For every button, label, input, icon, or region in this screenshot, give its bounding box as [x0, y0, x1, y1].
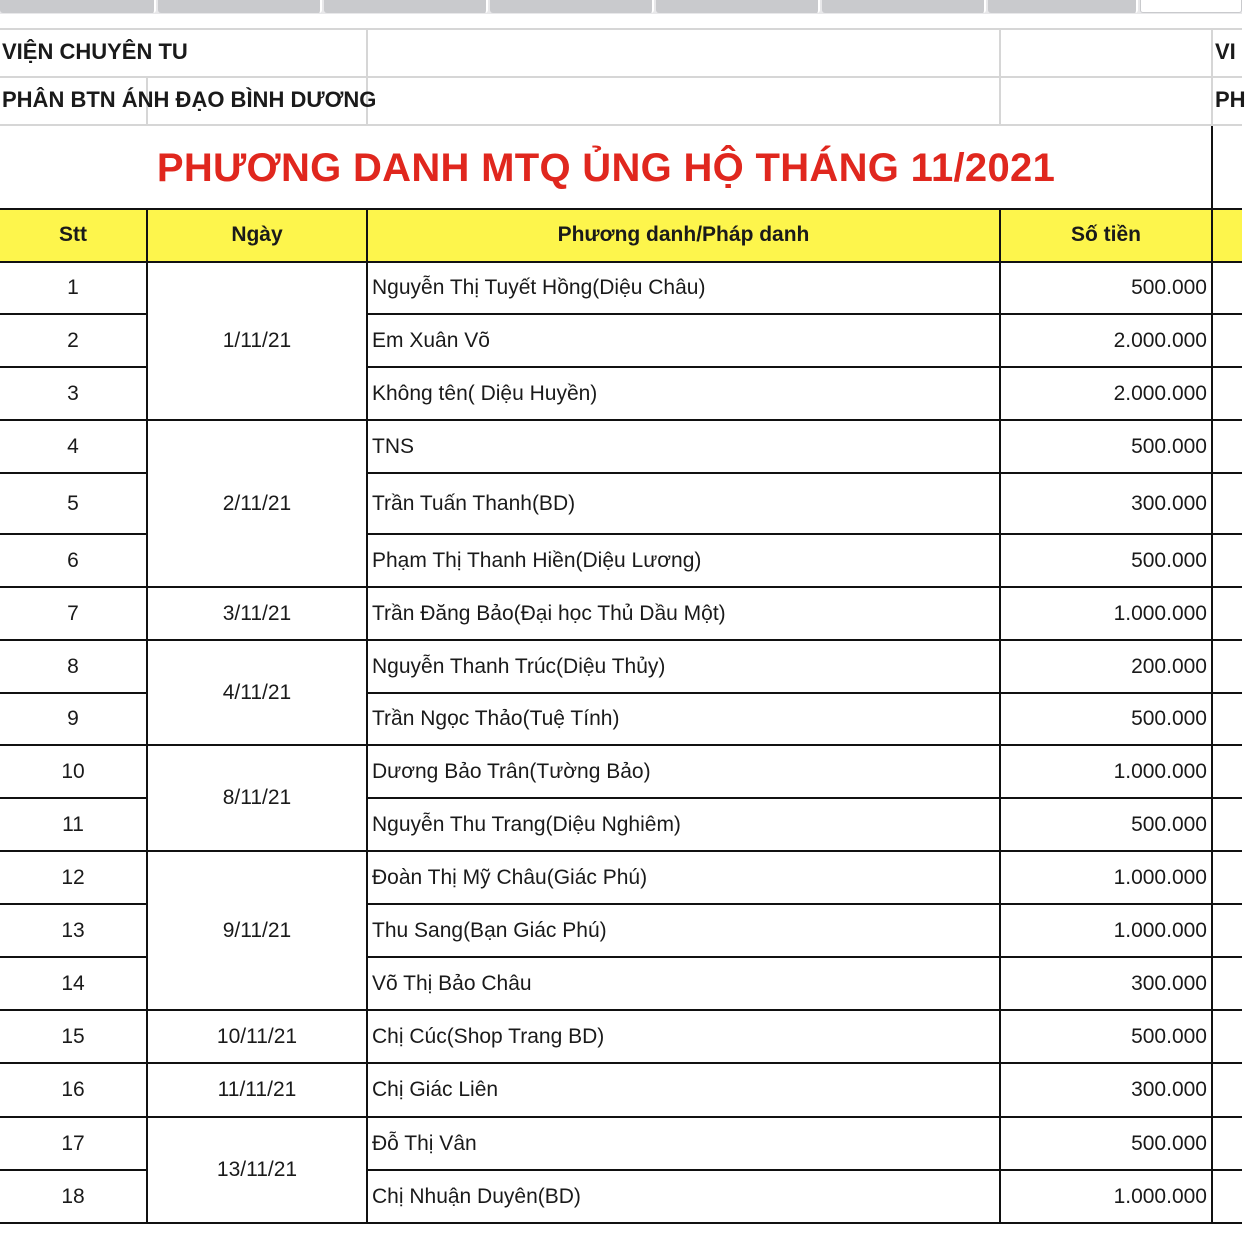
grid-line [999, 28, 1001, 126]
row-donor-name[interactable]: Võ Thị Bảo Châu [372, 971, 532, 995]
row-amount[interactable]: 300.000 [1131, 971, 1207, 995]
row-stt[interactable]: 18 [61, 1184, 85, 1208]
column-header-amount[interactable]: Số tiền [1001, 208, 1211, 262]
column-header-name[interactable]: Phương danh/Pháp danh [368, 208, 999, 262]
row-donor-name[interactable]: Dương Bảo Trân(Tường Bảo) [372, 759, 651, 783]
sheet-tab[interactable] [324, 0, 488, 13]
sheet-tab[interactable] [490, 0, 654, 13]
row-stt[interactable]: 15 [61, 1024, 85, 1048]
row-amount[interactable]: 500.000 [1131, 434, 1207, 458]
row-stt[interactable]: 1 [67, 276, 79, 299]
row-stt[interactable]: 14 [61, 971, 85, 995]
row-amount[interactable]: 500.000 [1131, 707, 1207, 730]
row-donor-name[interactable]: Đoàn Thị Mỹ Châu(Giác Phú) [372, 865, 648, 889]
row-stt[interactable]: 10 [61, 759, 85, 783]
sheet-tab-active[interactable] [1140, 0, 1242, 13]
row-stt[interactable]: 8 [67, 654, 79, 678]
row-date[interactable]: 4/11/21 [222, 680, 292, 704]
row-donor-name[interactable]: Không tên( Diệu Huyền) [372, 381, 598, 405]
row-stt[interactable]: 6 [67, 548, 79, 572]
row-amount[interactable]: 500.000 [1131, 548, 1207, 572]
row-donor-name[interactable]: Chị Cúc(Shop Trang BD) [372, 1024, 605, 1048]
row-donor-name[interactable]: Trần Ngọc Thảo(Tuệ Tính) [372, 707, 620, 730]
column-header-extra[interactable] [1213, 208, 1242, 262]
row-stt[interactable]: 11 [62, 812, 84, 836]
column-header-date[interactable]: Ngày [148, 208, 366, 262]
row-stt[interactable]: 4 [67, 434, 79, 458]
column-header-stt[interactable]: Stt [0, 208, 146, 262]
row-date[interactable]: 3/11/21 [222, 601, 292, 625]
row-donor-name[interactable]: Chị Giác Liên [372, 1078, 499, 1101]
row-amount[interactable]: 500.000 [1131, 1024, 1207, 1048]
grid-line [1211, 208, 1213, 1224]
row-amount[interactable]: 1.000.000 [1113, 865, 1207, 889]
row-amount[interactable]: 1.000.000 [1113, 1184, 1207, 1208]
row-amount[interactable]: 1.000.000 [1113, 601, 1207, 625]
row-amount[interactable]: 500.000 [1131, 276, 1207, 299]
sheet-tab[interactable] [158, 0, 322, 13]
header-org-line-2: PHÂN BTN ÁNH ĐẠO BÌNH DƯƠNG [2, 87, 377, 112]
row-stt[interactable]: 5 [67, 491, 79, 515]
row-amount[interactable]: 500.000 [1131, 1131, 1207, 1155]
row-donor-name[interactable]: TNS [372, 434, 414, 458]
row-donor-name[interactable]: Đỗ Thị Vân [372, 1131, 477, 1155]
row-donor-name[interactable]: Nguyễn Thu Trang(Diệu Nghiêm) [372, 812, 681, 836]
row-date[interactable]: 2/11/21 [222, 491, 292, 515]
row-donor-name[interactable]: Phạm Thị Thanh Hiền(Diệu Lương) [372, 548, 702, 572]
row-amount[interactable]: 1.000.000 [1113, 918, 1207, 942]
sheet-tab-strip [0, 0, 1242, 14]
header-cut-cell-2: PH [1215, 87, 1246, 112]
grid-line [0, 1222, 1242, 1224]
row-donor-name[interactable]: Thu Sang(Bạn Giác Phú) [372, 918, 607, 942]
row-date[interactable]: 10/11/21 [216, 1024, 298, 1048]
header-cut-cell-1: VI [1215, 39, 1236, 64]
row-donor-name[interactable]: Trần Đăng Bảo(Đại học Thủ Dầu Một) [372, 601, 726, 625]
row-stt[interactable]: 16 [61, 1078, 85, 1101]
row-amount[interactable]: 2.000.000 [1113, 328, 1207, 352]
row-stt[interactable]: 12 [61, 865, 85, 889]
row-stt[interactable]: 7 [67, 601, 79, 625]
row-amount[interactable]: 500.000 [1131, 812, 1207, 836]
header-org-line-1: VIỆN CHUYÊN TU [2, 39, 188, 64]
sheet-tab[interactable] [656, 0, 820, 13]
sheet-tab[interactable] [988, 0, 1138, 13]
row-date[interactable]: 9/11/21 [222, 918, 292, 942]
row-stt[interactable]: 2 [67, 328, 79, 352]
page-title: PHƯƠNG DANH MTQ ỦNG HỘ THÁNG 11/2021 [156, 146, 1056, 190]
sheet-tab[interactable] [0, 0, 156, 13]
row-donor-name[interactable]: Trần Tuấn Thanh(BD) [372, 491, 576, 515]
row-amount[interactable]: 1.000.000 [1113, 759, 1207, 783]
row-donor-name[interactable]: Nguyễn Thanh Trúc(Diệu Thủy) [372, 654, 666, 678]
sheet-tab[interactable] [822, 0, 986, 13]
grid-line [0, 208, 1242, 210]
row-stt[interactable]: 13 [61, 918, 85, 942]
row-date[interactable]: 1/11/21 [222, 329, 292, 352]
row-amount[interactable]: 300.000 [1131, 491, 1207, 515]
row-donor-name[interactable]: Em Xuân Võ [372, 328, 490, 352]
row-date[interactable]: 8/11/21 [222, 786, 292, 809]
row-amount[interactable]: 2.000.000 [1113, 381, 1207, 405]
row-stt[interactable]: 17 [61, 1131, 85, 1155]
row-donor-name[interactable]: Nguyễn Thị Tuyết Hồng(Diệu Châu) [372, 276, 706, 299]
donation-table [0, 208, 1242, 1228]
grid-line [0, 124, 1242, 126]
row-stt[interactable]: 9 [67, 707, 79, 730]
row-date[interactable]: 11/11/21 [217, 1078, 297, 1101]
row-date[interactable]: 13/11/21 [216, 1158, 298, 1181]
row-donor-name[interactable]: Chị Nhuận Duyên(BD) [372, 1184, 581, 1208]
row-stt[interactable]: 3 [67, 381, 79, 405]
row-amount[interactable]: 300.000 [1131, 1078, 1207, 1101]
row-amount[interactable]: 200.000 [1131, 654, 1207, 678]
